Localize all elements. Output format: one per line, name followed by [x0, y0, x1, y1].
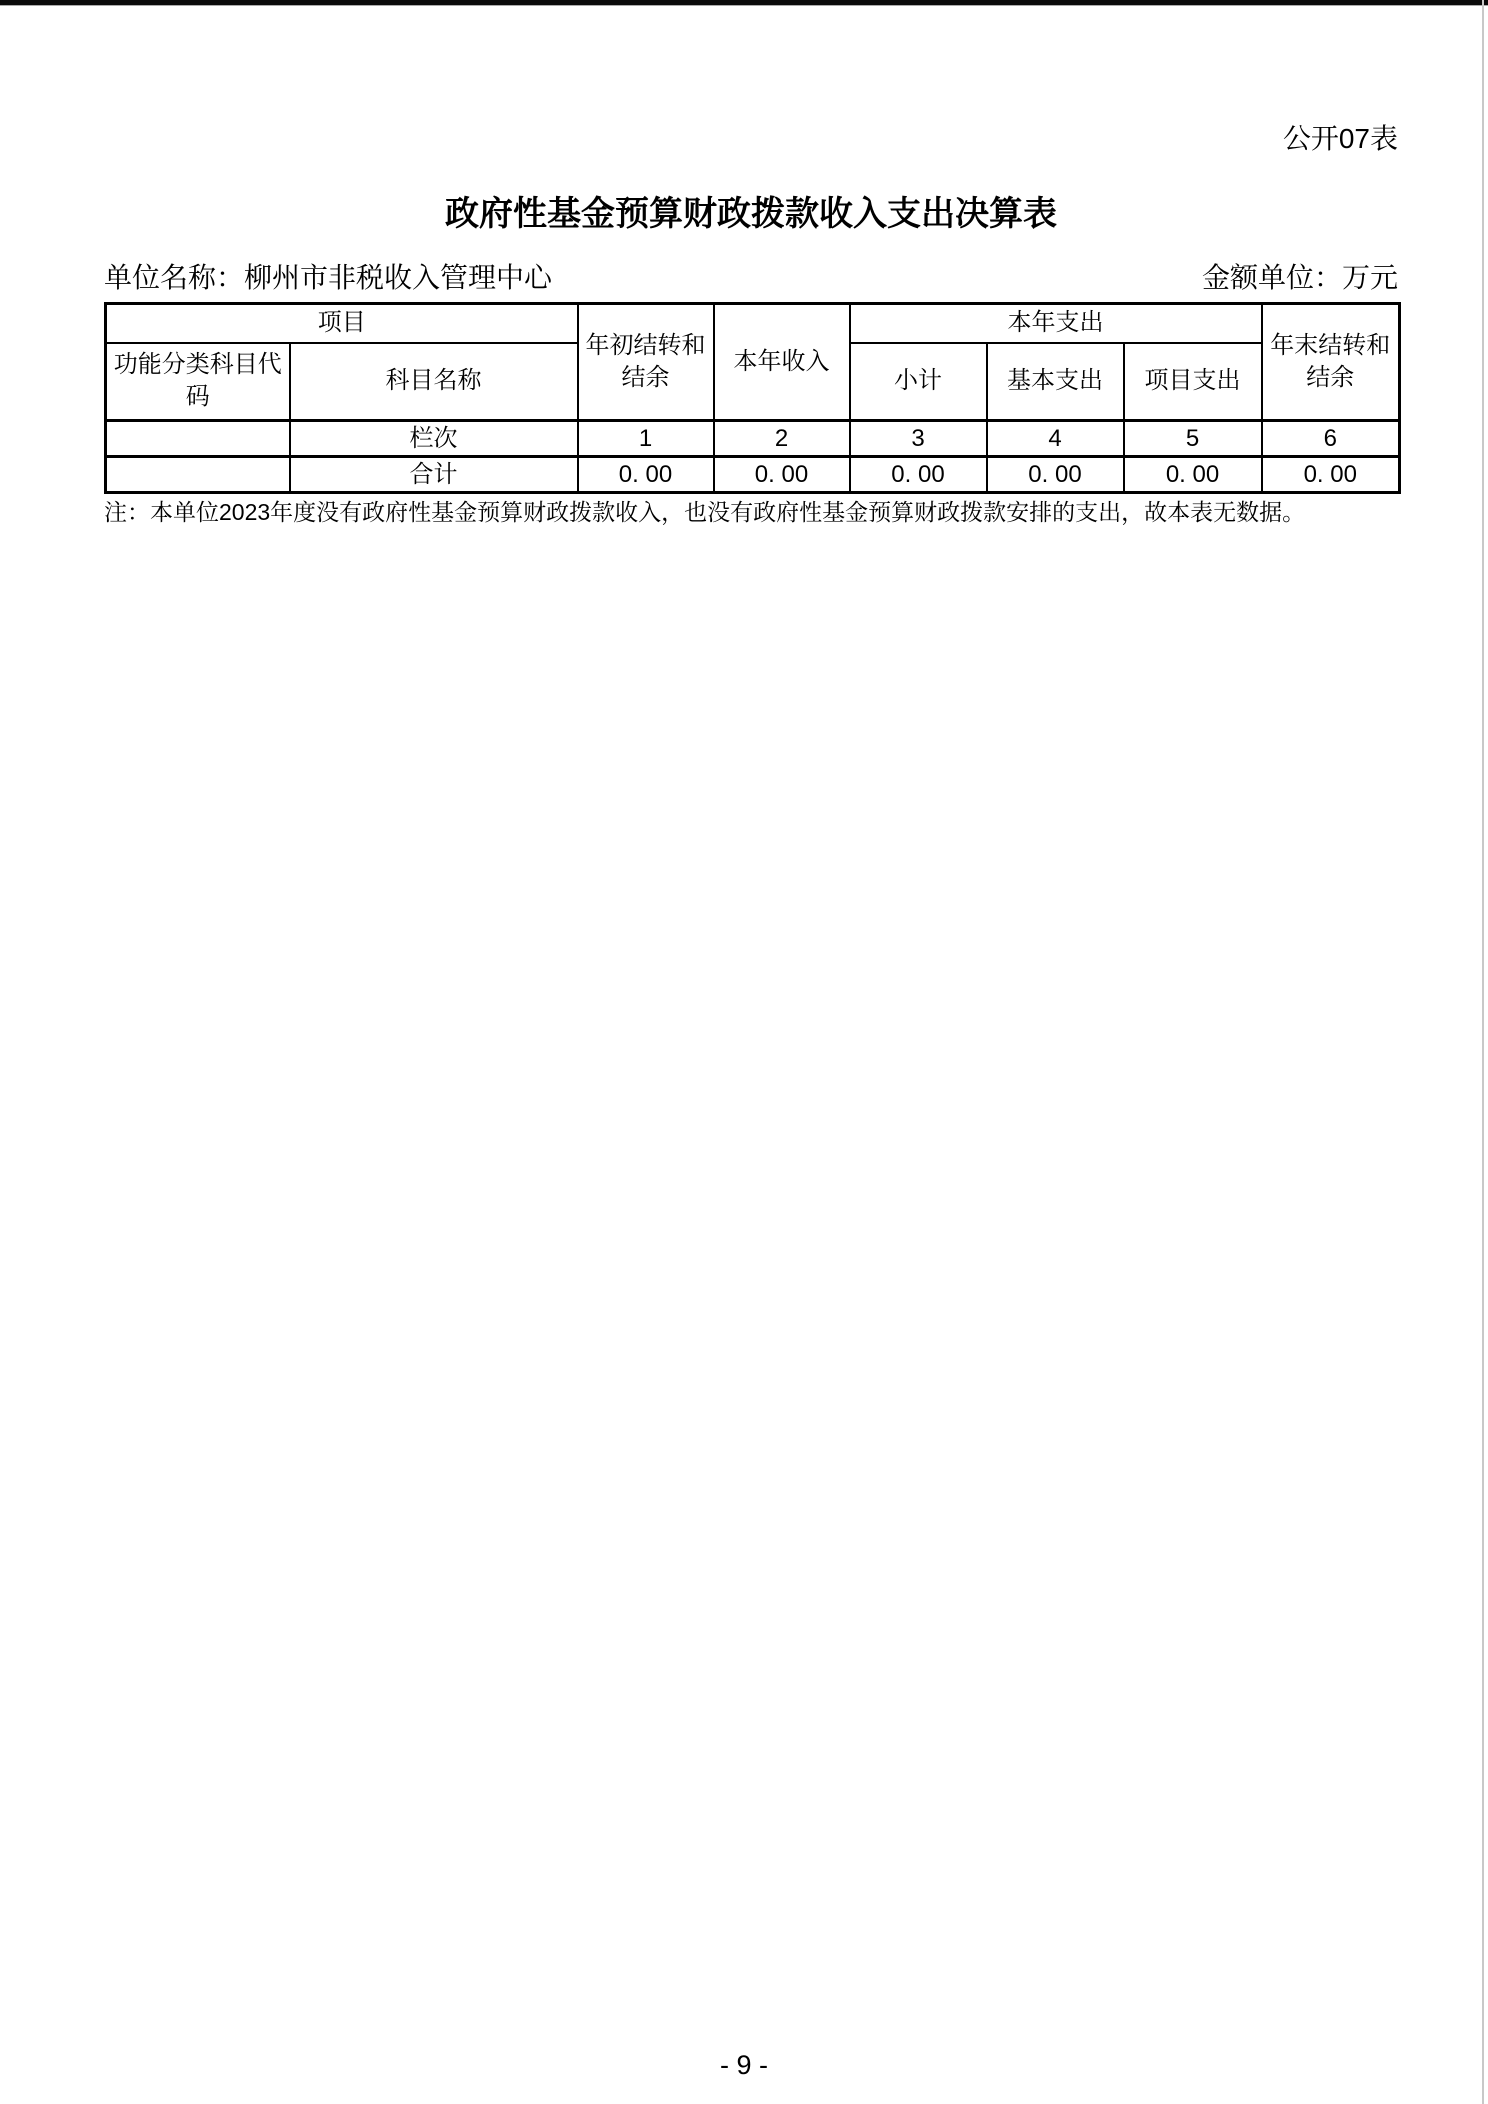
total-row-label: 合计 [290, 457, 578, 493]
doc-label: 公开07表 [1282, 123, 1398, 154]
index-cell: 3 [850, 421, 987, 457]
total-value-cell: 0. 00 [1124, 457, 1262, 493]
index-cell: 6 [1262, 421, 1400, 457]
header-project-expenditure: 项目支出 [1124, 343, 1262, 421]
header-opening-balance: 年初结转和结余 [578, 304, 714, 421]
header-subject-name: 科目名称 [290, 343, 578, 421]
index-cell: 1 [578, 421, 714, 457]
index-cell: 2 [714, 421, 850, 457]
total-value-cell: 0. 00 [987, 457, 1124, 493]
header-basic-expenditure: 基本支出 [987, 343, 1124, 421]
header-subtotal: 小计 [850, 343, 987, 421]
fiscal-table [104, 302, 1401, 494]
table-header-row-1 [106, 304, 1400, 343]
index-cell: 4 [987, 421, 1124, 457]
header-function-code: 功能分类科目代码 [106, 343, 290, 421]
page-title: 政府性基金预算财政拨款收入支出决算表 [445, 195, 1057, 233]
meta-row [104, 260, 1398, 296]
total-value-cell: 0. 00 [1262, 457, 1400, 493]
header-current-year-income: 本年收入 [714, 304, 850, 421]
index-row-label: 栏次 [290, 421, 578, 457]
total-row [106, 457, 1400, 493]
index-empty-cell [106, 421, 290, 457]
total-value-cell: 0. 00 [850, 457, 987, 493]
total-value-cell: 0. 00 [578, 457, 714, 493]
index-cell: 5 [1124, 421, 1262, 457]
header-current-year-expenditure: 本年支出 [850, 304, 1262, 343]
page-number: - 9 - [719, 2050, 768, 2080]
amount-unit-label: 金额单位：万元 [1201, 262, 1398, 293]
total-empty-cell [106, 457, 290, 493]
header-project: 项目 [106, 304, 578, 343]
index-row [106, 421, 1400, 457]
total-value-cell: 0. 00 [714, 457, 850, 493]
scan-edge-right [1482, 0, 1484, 2104]
document-page [104, 0, 1398, 528]
unit-name-label: 单位名称：柳州市非税收入管理中心 [104, 262, 553, 293]
table-note: 注：本单位2023年度没有政府性基金预算财政拨款收入，也没有政府性基金预算财政拨款安排的支出，故本表无数据。 [104, 499, 1306, 525]
header-closing-balance: 年末结转和结余 [1262, 304, 1400, 421]
